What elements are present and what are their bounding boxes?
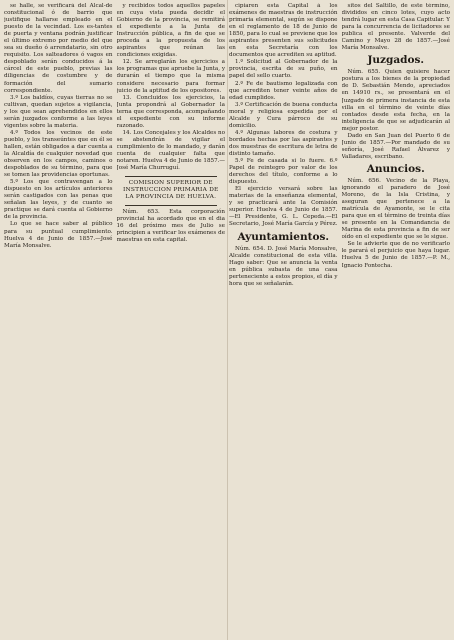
article-paragraph: Núm. 653. Esta corporación provincial ha acordado que en el dia 16 del próximo mes de Julio se principien a verificar los exámenes de maestras en esta capital. (116, 209, 225, 244)
article-paragraph: cipiaren esta Capital á los exámenes de maestras de instrucción primaria elemental, según se dispone en el reglamento de 18 de Junio de 1850, para lo cual se previene que los aspirantes presenten sus solicitudes en esta Secretaría con los documentos que acrediten su aptitud. (229, 3, 338, 59)
article-paragraph: 4.º Todos los vecinos de este pueblo, y los transeúntes que en él se hallen, están obligados a dar cuenta a la Alcaldía de cualquier novedad que observen en los campos, caminos o despoblados de su término, para que se tomen las providencias oportunas. (4, 129, 113, 179)
article-paragraph: Núm. 655. Quien quisiere hacer postura a los bienes de la propiedad de D. Sebastián Mendo, apreciados en 14910 rs., se presentará en el Juzgado de primera instancia de esta villa en el término de veinte días contados desde esta fecha, en la inteligencia de que se adjudicarán al mejor postor. (341, 69, 450, 132)
article-paragraph: 12. Se arreglarán los ejercicios a los programas que apruebe la Junta, y durarán el tiempo que la misma considere necesario para formar juicio de la aptitud de los opositores. (116, 59, 225, 94)
section-subheading: COMISION SUPERIOR DE INSTRUCCION PRIMARIA DE LA PROVINCIA DE HUELVA. (122, 180, 219, 201)
article-paragraph: Se le advierte que de no verificarlo le parará el perjuicio que haya lugar. Huelva 5 de Junio de 1857.—P. M., Ignacio Fontecha. (341, 241, 450, 269)
section-divider (125, 205, 218, 206)
article-paragraph: se halle, se verificará del Alcal-de constitucional ó de barrio que justifique hallarse empleado en el puesto de la vecindad. Los es-tantes de puerta y ventana podrán justificar el último extremo por medio del que sea su dueño ó arrendatario, sin otro requisito. Los salteadores ó vagos en despoblado serán conducidos á la cárcel de este pueblo, previas las diligencias de costumbre y de formación del sumario correspondiente. (4, 3, 113, 94)
section-heading: Ayuntamientos. (237, 230, 330, 243)
article-paragraph: Núm. 654. D. José María Monsalve, Alcalde constitucional de esta villa. Hago saber: Que se anuncia la venta en pública subasta de una casa perteneciente a estos propios, el día y hora que se señalarán. (229, 245, 338, 287)
article-paragraph: 1.º Solicitud al Gobernador de la provincia, escrita de su puño, en papel del sello cuarto. (229, 59, 338, 80)
article-paragraph: 5.º Los que contravengan a lo dispuesto en los artículos anteriores serán castigados con las penas que señalan las leyes, y de cuanto se practique se dará cuenta al Gobierno de la provincia. (4, 179, 113, 221)
section-heading: Juzgados. (367, 54, 425, 67)
section-divider (125, 176, 218, 177)
article-paragraph: 3.º Los baldíos, cuyas tierras no se cultivan, quedan sujetos a vigilancia, y los que sean aprehendidos en ellos serán juzgados conforme a las leyes vigentes sobre la materia. (4, 94, 113, 129)
article-paragraph: 4.º Algunas labores de costura y bordados hechas por las aspirantes y dos muestras de escritura de letra de distinto tamaño. (229, 129, 338, 157)
text-column-3 (229, 3, 338, 640)
text-column-4 (342, 3, 451, 640)
article-paragraph: 3.º Certificación de buena conducta moral y religiosa expedida por el Alcalde y Cura párroco de su domicilio. (229, 101, 338, 129)
article-paragraph: 14. Los Concejales y los Alcaldes no se abstendrán de vigilar el cumplimiento de lo mandado, y darán cuenta de cualquier falta que notaren. Huelva 4 de Junio de 1857.—José María Churruguí. (116, 129, 225, 172)
section-heading: Anuncios. (366, 162, 425, 175)
article-paragraph: Dado en San Juan del Puerto 6 de Junio de 1857.—Por mandado de su señoría, José Rafael Álvarez y Valladares, escribano. (341, 132, 450, 160)
text-column-2 (117, 3, 226, 640)
text-column-1 (4, 3, 113, 640)
article-paragraph: y recibidos todos aquellos papeles en cuya vista pueda decidir el Gobierno de la provincia, se remitirá el expediente a la Junta de Instrucción pública, a fin de que se proceda a la propuesta de los aspirantes que reúnan las condiciones exigidas. (116, 3, 225, 59)
article-paragraph: 2.º Fe de bautismo legalizada con que acrediten tener veinte años de edad cumplidos. (229, 80, 338, 101)
paper-fold-crease (227, 0, 228, 640)
article-paragraph: 13. Concluidos los ejercicios, la Junta propondrá al Gobernador la terna que corresponda, acompañando el expediente con su informe razonado. (116, 94, 225, 129)
article-paragraph: El ejercicio versará sobre las materias de la enseñanza elemental, y se practicará ante la Comisión superior. Huelva 4 de Junio de 1857.—El Presidente, G. L. Cepeda.—El Secretario, José María García y Pérez. (229, 186, 338, 228)
article-paragraph: sitos del Saltillo, de este término, divididos en cinco lotes, cuyo acto tendrá lugar en esta Casa Capitular. Y para la concurrencia de licitadores se publica el presente. Valverde del Camino y Mayo 28 de 1857.—José María Monsalve. (341, 3, 450, 52)
article-paragraph: Núm. 656. Vecino de la Playa, ignorando el paradero de José Moreno, de la Isla Cristina, y aseguran que pertenece a la matrícula de Ayamonte, se le cita para que en el término de treinta días se presente en la Comandancia de Marina de esta provincia a fin de ser oído en el expediente que se le sigue. (341, 177, 450, 241)
article-paragraph: Lo que se hace saber al público para su puntual cumplimiento. Huelva 4 de Junio de 1857.—José María Monsalve. (4, 221, 113, 249)
article-paragraph: 5.º Fe de casada si lo fuere. 6.º Papel de reintegro por valor de los derechos del título, conforme a lo dispuesto. (229, 158, 338, 186)
